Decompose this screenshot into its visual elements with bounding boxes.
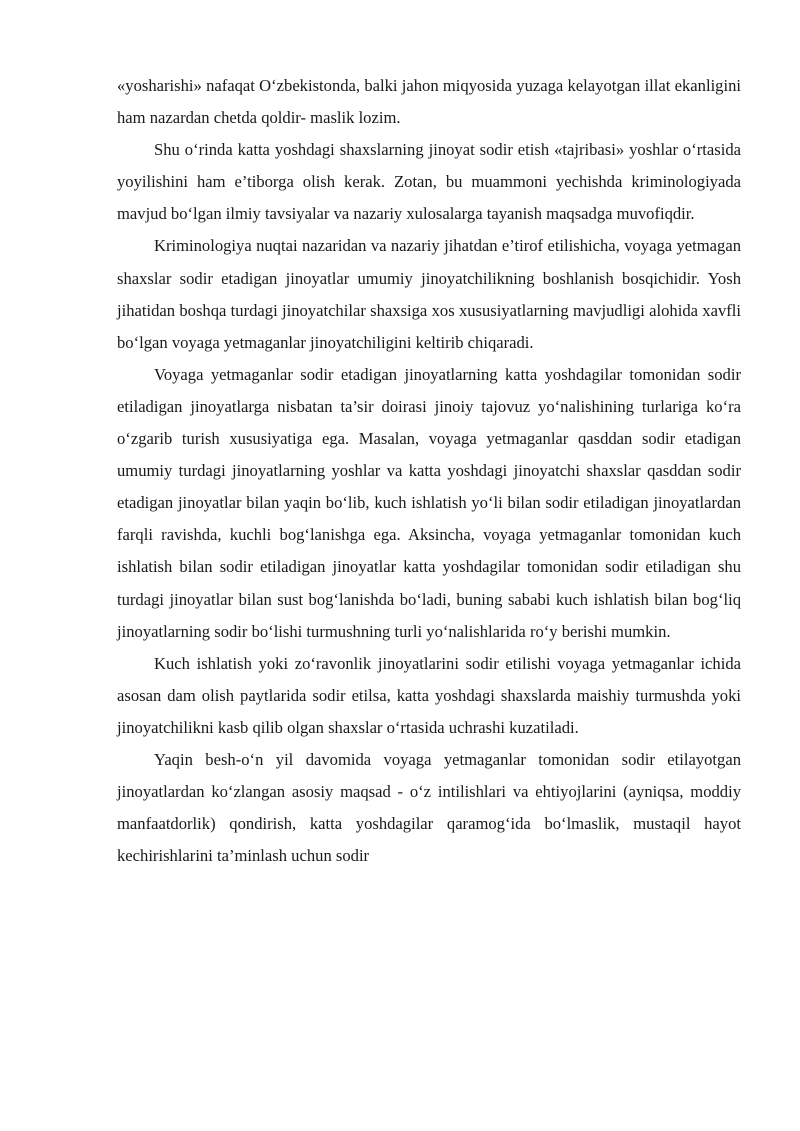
paragraph: Kriminologiya nuqtai nazaridan va nazariy jihatdan e’tirof etilishicha, voyaga yetmagan shaxslar sodir etadigan jinoyatlar umumiy jinoyatchilikning boshlanish bosqichidir. Yosh jihatidan boshqa turdagi jinoyatchilar shaxsiga xos xususiyatlarning mavjudligi alohida xavfli bo‘lgan voyaga yetmaganlar jinoyatchiligini keltirib chiqaradi. (117, 236, 741, 352)
body-text (117, 70, 741, 872)
paragraph: Voyaga yetmaganlar sodir etadigan jinoyatlarning katta yoshdagilar tomonidan sodir etiladigan jinoyatlarga nisbatan ta’sir doirasi jinoiy tajovuz yo‘nalishining turlariga ko‘ra o‘zgarib turish xususiyatiga ega. Masalan, voyaga yetmaganlar qasddan sodir etadigan umumiy turdagi jinoyatlarning yoshlar va katta yoshdagi jinoyatchi shaxslar qasddan sodir etadigan jinoyatlar bilan yaqin bo‘lib, kuch ishlatish yo‘li bilan sodir etiladigan jinoyatlardan farqli ravishda, kuchli bog‘lanishga ega. Aksincha, voyaga yetmaganlar tomonidan kuch ishlatish bilan sodir etiladigan jinoyatlar katta yoshdagilar tomonidan sodir etiladigan shu turdagi jinoyatlar bilan sust bog‘lanishda bo‘ladi, buning sababi kuch ishlatish bilan bog‘liq jinoyatlarning sodir bo‘lishi turmushning turli yo‘nalishlarida ro‘y berishi mumkin. (117, 364, 741, 641)
paragraph: Yaqin besh-o‘n yil davomida voyaga yetmaganlar tomonidan sodir etilayotgan jinoyatlardan ko‘zlangan asosiy maqsad - o‘z intilishlari va ehtiyojlarini (ayniqsa, moddiy manfaatdorlik) qondirish, katta yoshdagilar qaramog‘ida bo‘lmaslik, mustaqil hayot kechirishlarini ta’minlash uchun sodir (117, 749, 741, 866)
paragraph: Shu o‘rinda katta yoshdagi shaxslarning jinoyat sodir etish «tajribasi» yoshlar o‘rtasida yoyilishini ham e’tiborga olish kerak. Zotan, bu muammoni yechishda kriminologiyada mavjud bo‘lgan ilmiy tavsiyalar va nazariy xulosalarga tayanish maqsadga muvofiqdir. (117, 140, 741, 224)
paragraph: Kuch ishlatish yoki zo‘ravonlik jinoyatlarini sodir etilishi voyaga yetmaganlar ichida asosan dam olish paytlarida sodir etilsa, katta yoshdagi shaxslarda maishiy turmushda yoki jinoyatchilikni kasb qilib olgan shaxslar o‘rtasida uchrashi kuzatiladi. (117, 653, 741, 737)
paragraph-continuation: «yosharishi» nafaqat O‘zbekistonda, balki jahon miqyosida yuzaga kelayotgan illat ekanligini ham nazardan chetda qoldir- maslik lozim. (117, 76, 741, 128)
